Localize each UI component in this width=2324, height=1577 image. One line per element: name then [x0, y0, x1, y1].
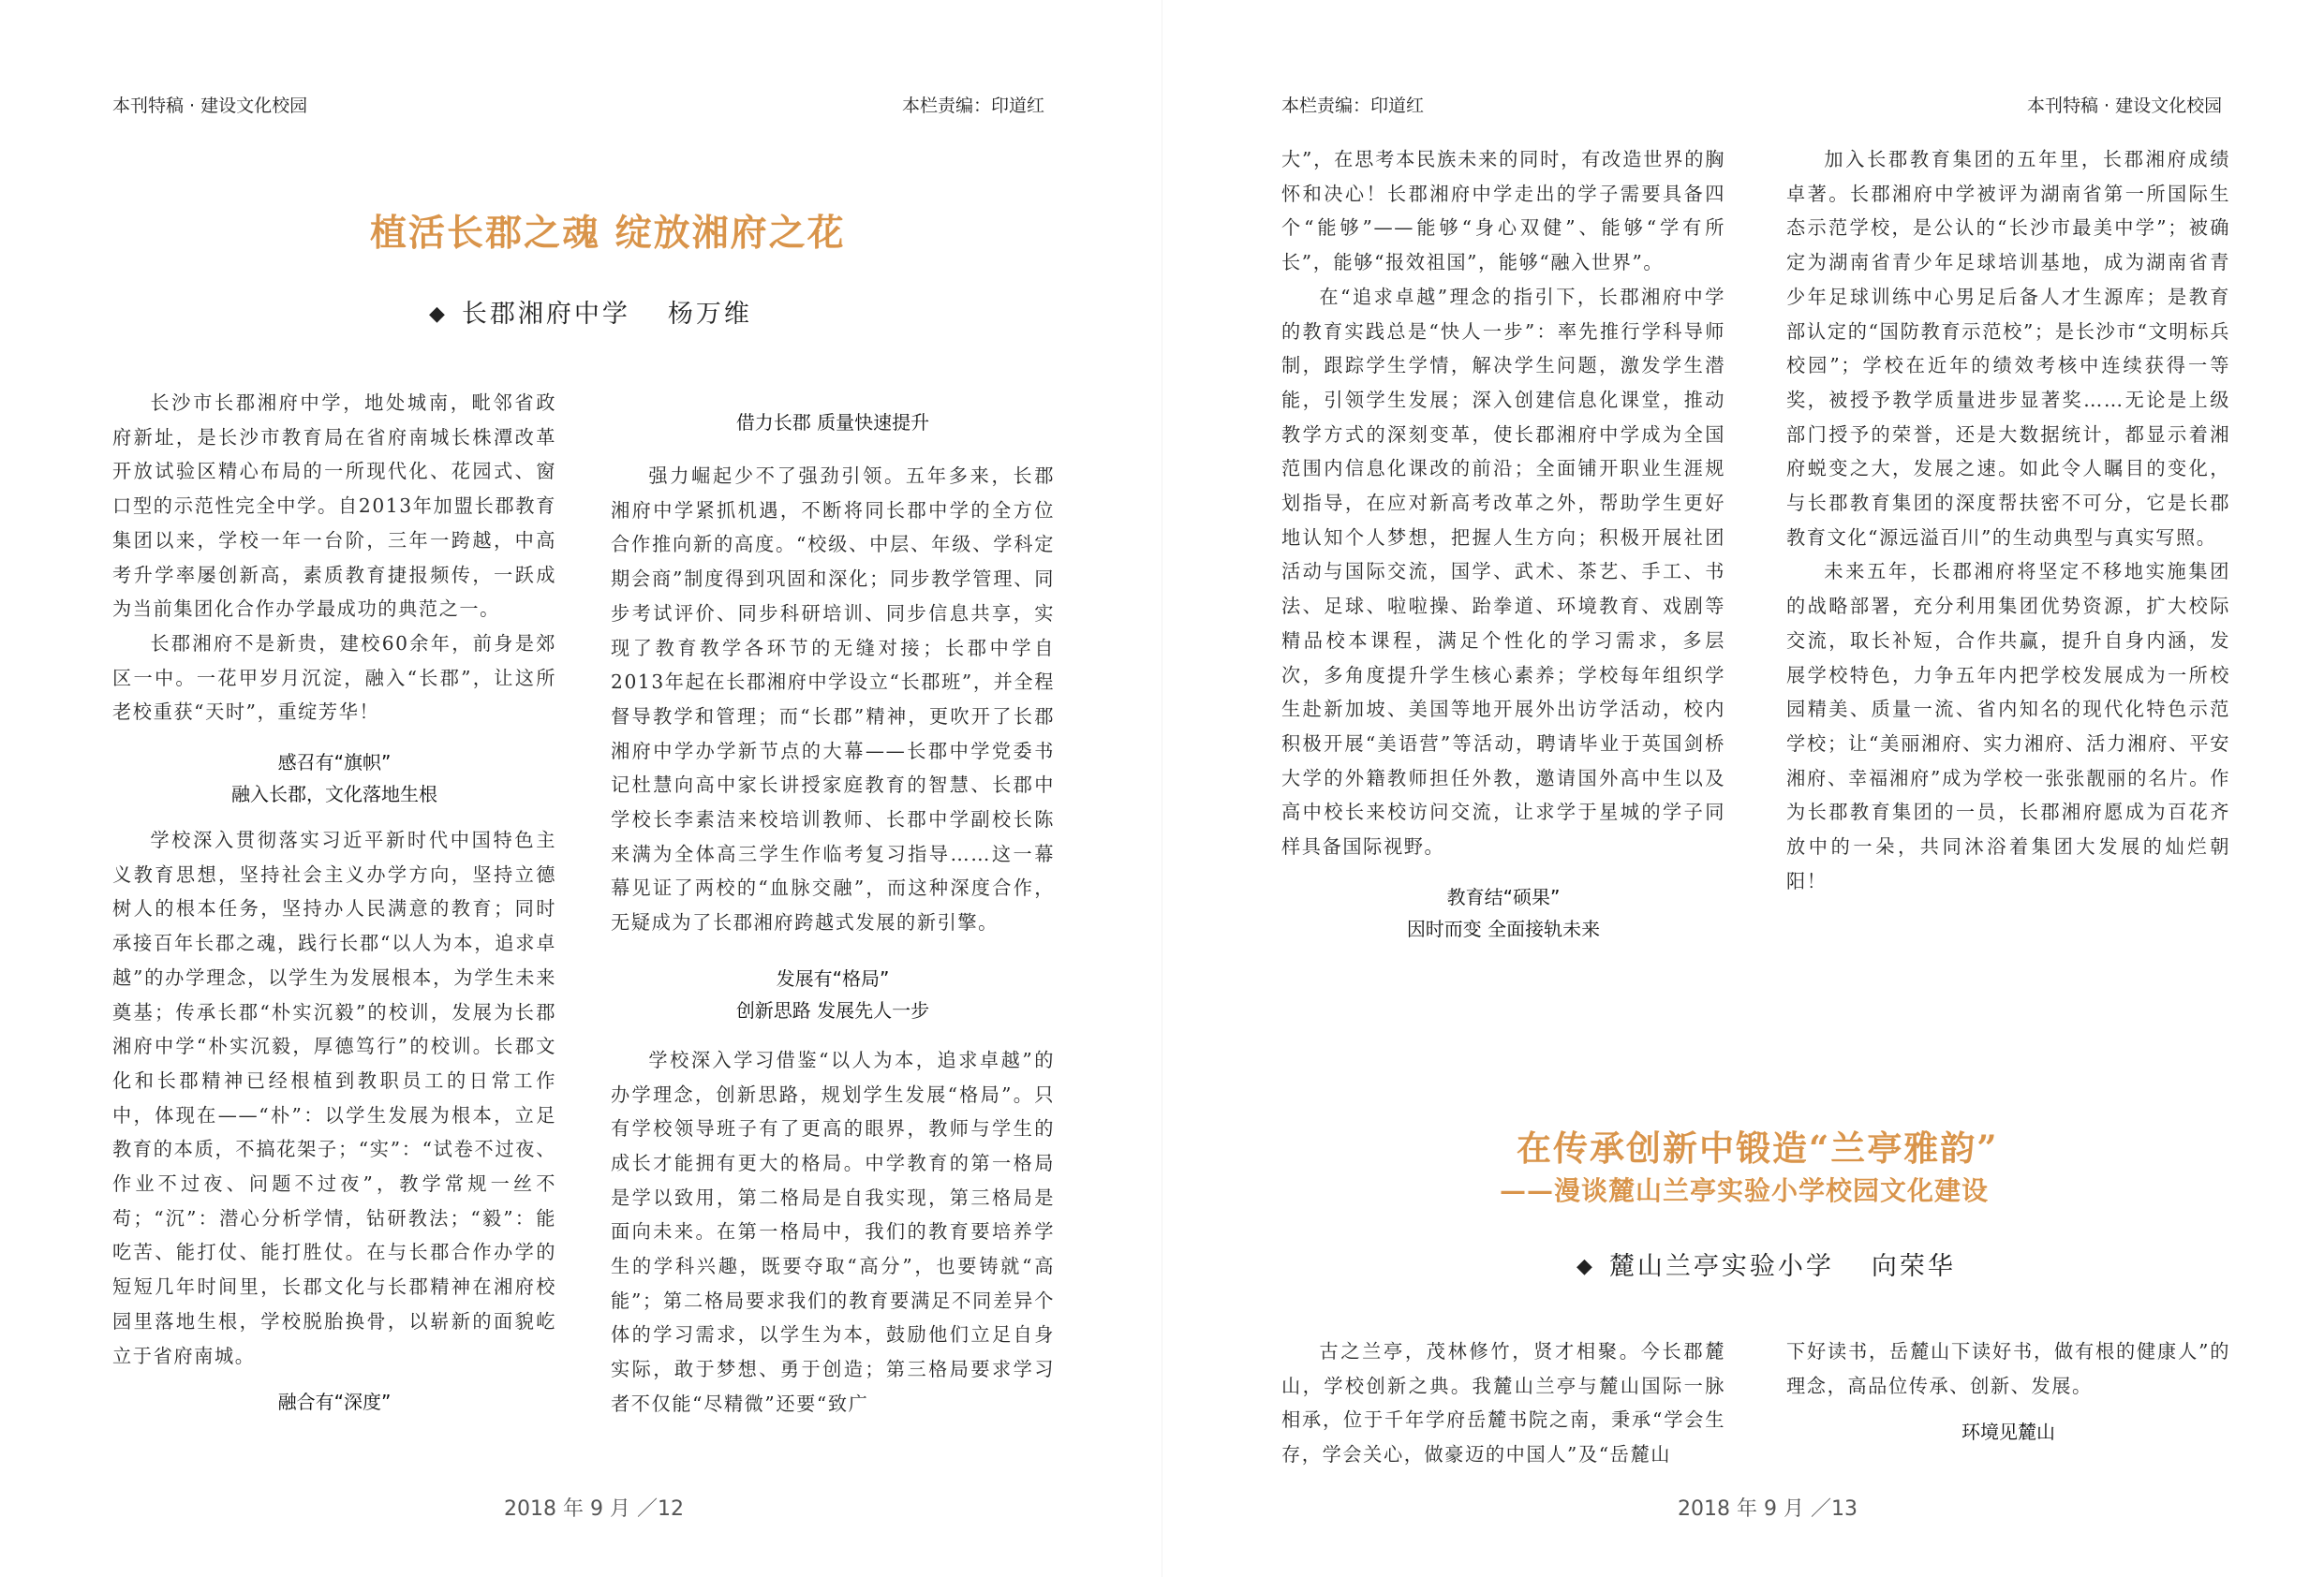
article2-column-2 — [1786, 1334, 2230, 1459]
subheading: 融合有“深度” — [277, 1391, 392, 1414]
page-number: 2018 年 9 月 ／12 — [504, 1497, 684, 1521]
author2-name: 向荣华 — [1871, 1252, 1956, 1281]
subheading: 环境见麓山 — [1961, 1421, 2055, 1444]
right-column-1 — [1281, 142, 1725, 945]
paragraph: 强力崛起少不了强劲引领。五年多来，长郡湘府中学紧抓机遇，不断将同长郡中学的全方位合作推向新的高度。“校级、中层、年级、学科定期会商”制度得到巩固和深化；同步教学管理、同步考试评价、同步科研培训、同步信息共享，实现了教育教学各环节的无缝对接；长郡中学自2013年起在长郡湘府中学设立“长郡班”，并全程督导教学和管理；而“长郡”精神，更吹开了长郡湘府中学办学新节点的大幕——长郡中学党委书记杜慧向高中家长讲授家庭教育的智慧、长郡中学校长李素洁来校培训教师、长郡中学副校长陈来满为全体高三学生作临考复习指导……这一幕幕见证了两校的“血脉交融”，而这种深度合作，无疑成为了长郡湘府跨越式发展的新引擎。 — [611, 464, 1055, 935]
header-editor: 本栏责编：印道红 — [902, 96, 1045, 116]
subheading: 借力长郡 质量快速提升 — [735, 411, 930, 434]
paragraph: 学校深入学习借鉴“以人为本，追求卓越”的办学理念，创新思路，规划学生发展“格局”。只有学校领导班子有了更高的眼界，教师与学生的成长才能拥有更大的格局。中学教育的第一格局是学以致用，第二格局是自我实现，第三格局是面向未来。在第一格局中，我们的教育要培养学生的学科兴趣，既要夺取“高分”，也要铸就“高能”；第二格局要求我们的教育要满足不同差异个体的学习需求，以学生为本，鼓励他们立足自身实际，敢于梦想、勇于创造；第三格局要求学习者不仅能“尽精微”还要“致广 — [611, 1048, 1055, 1415]
article-title: 植活长郡之魂 绽放湘府之花 — [370, 212, 846, 255]
diamond-icon: ◆ — [429, 302, 445, 326]
author2-school: 麓山兰亭实验小学 — [1608, 1252, 1834, 1281]
article2-subtitle: ——漫谈麓山兰亭实验小学校园文化建设 — [1500, 1175, 1990, 1206]
author-school: 长郡湘府中学 — [461, 300, 630, 329]
author-line — [429, 293, 752, 330]
header-section-label: 本刊特稿 · 建设文化校园 — [2027, 96, 2223, 116]
author-name: 杨万维 — [667, 300, 752, 329]
paragraph: 大”，在思考本民族未来的同时，有改造世界的胸怀和决心！长郡湘府中学走出的学子需要具备四个“能够”——能够“身心双健”、能够“学有所长”，能够“报效祖国”，能够“融入世界”。 — [1281, 148, 1725, 274]
author2-line — [1576, 1245, 1956, 1282]
paragraph: 长沙市长郡湘府中学，地处城南，毗邻省政府新址，是长沙市教育局在省府南城长株潭改革开放试验区精心布局的一所现代化、花园式、窗口型的示范性完全中学。自2013年加盟长郡教育集团以来，学校一年一台阶，三年一跨越，中高考升学率屡创新高，素质教育捷报频传，一跃成为当前集团化合作办学最成功的典范之一。 — [112, 391, 556, 621]
left-column-2 — [611, 406, 1055, 1422]
paragraph: 古之兰亭，茂林修竹，贤才相聚。今长郡麓山，学校创新之典。我麓山兰亭与麓山国际一脉相承，位于千年学府岳麓书院之南，秉承“学会生存，学会关心，做豪迈的中国人”及“岳麓山 — [1281, 1340, 1725, 1466]
subheading: 因时而变 全面接轨未来 — [1406, 917, 1601, 940]
paragraph: 未来五年，长郡湘府将坚定不移地实施集团的战略部署，充分利用集团优势资源，扩大校际交流，取长补短，合作共赢，提升自身内涵，发展学校特色，力争五年内把学校发展成为一所校园精美、质量一流、省内知名的现代化特色示范学校；让“美丽湘府、实力湘府、活力湘府、平安湘府、幸福湘府”成为学校一张张靓丽的名片。作为长郡教育集团的一员，长郡湘府愿成为百花齐放中的一朵，共同沐浴着集团大发展的灿烂朝阳！ — [1786, 560, 2230, 892]
page-number: 2018 年 9 月 ／13 — [1678, 1497, 1858, 1521]
subheading: 融入长郡，文化落地生根 — [231, 783, 437, 806]
right-column-2 — [1786, 142, 2230, 898]
paragraph: 在“追求卓越”理念的指引下，长郡湘府中学的教育实践总是“快人一步”：率先推行学科导师制，跟踪学生学情，解决学生问题，激发学生潜能，引领学生发展；深入创建信息化课堂，推动教学方式的深刻变革，使长郡湘府中学成为全国范围内信息化课改的前沿；全面铺开职业生涯规划指导，在应对新高考改革之外，帮助学生更好地认知个人梦想，把握人生方向；积极开展社团活动与国际交流，国学、武术、茶艺、手工、书法、足球、啦啦操、跆拳道、环境教育、戏剧等精品校本课程，满足个性化的学习需求，多层次，多角度提升学生核心素养；学校每年组织学生赴新加坡、美国等地开展外出访学活动，校内积极开展“美语营”等活动，聘请毕业于英国剑桥大学的外籍教师担任外教，邀请国外高中生以及高中校长来校访问交流，让求学于星城的学子同样具备国际视野。 — [1281, 285, 1725, 859]
paragraph: 加入长郡教育集团的五年里，长郡湘府成绩卓著。长郡湘府中学被评为湖南省第一所国际生态示范学校，是公认的“长沙市最美中学”；被确定为湖南省青少年足球培训基地，成为湖南省青少年足球训练中心男足后备人才生源库；是教育部认定的“国防教育示范校”；是长沙市“文明标兵校园”；学校在近年的绩效考核中连续获得一等奖，被授予教学质量进步显著奖……无论是上级部门授予的荣誉，还是大数据统计，都显示着湘府蜕变之大，发展之速。如此令人瞩目的变化，与长郡教育集团的深度帮扶密不可分，它是长郡教育文化“源远溢百川”的生动典型与真实写照。 — [1786, 148, 2230, 549]
right-page — [1162, 0, 2324, 1577]
paragraph: 下好读书，岳麓山下读好书，做有根的健康人”的理念，高品位传承、创新、发展。 — [1786, 1340, 2230, 1397]
subheading: 发展有“格局” — [776, 966, 890, 990]
subheading: 教育结“硕果” — [1446, 885, 1561, 908]
header-section-label: 本刊特稿 · 建设文化校园 — [112, 96, 308, 116]
subheading: 感召有“旗帜” — [277, 751, 392, 774]
article2-column-1 — [1281, 1334, 1725, 1472]
paragraph: 长郡湘府不是新贵，建校60余年，前身是郊区一中。一花甲岁月沉淀，融入“长郡”，让这所老校重获“天时”，重绽芳华！ — [112, 631, 556, 724]
diamond-icon: ◆ — [1576, 1255, 1592, 1278]
header-editor: 本栏责编：印道红 — [1281, 96, 1425, 116]
subheading: 创新思路 发展先人一步 — [735, 998, 930, 1022]
paragraph: 学校深入贯彻落实习近平新时代中国特色主义教育思想，坚持社会主义办学方向，坚持立德树人的根本任务，坚持办人民满意的教育；同时承接百年长郡之魂，践行长郡“以人为本，追求卓越”的办学理念，以学生为发展根本，为学生未来奠基；传承长郡“朴实沉毅”的校训，发展为长郡湘府中学“朴实沉毅，厚德笃行”的校训。长郡文化和长郡精神已经根植到教职员工的日常工作中，体现在——“朴”：以学生发展为根本，立足教育的本质，不搞花架子；“实”：“试卷不过夜、作业不过夜、问题不过夜”，教学常规一丝不苟；“沉”：潜心分析学情，钻研教法；“毅”：能吃苦、能打仗、能打胜仗。在与长郡合作办学的短短几年时间里，长郡文化与长郡精神在湘府校园里落地生根，学校脱胎换骨，以崭新的面貌屹立于省府南城。 — [112, 829, 556, 1367]
article2-title: 在传承创新中锻造“兰亭雅韵” — [1517, 1127, 1999, 1169]
left-column-1 — [112, 386, 556, 1429]
